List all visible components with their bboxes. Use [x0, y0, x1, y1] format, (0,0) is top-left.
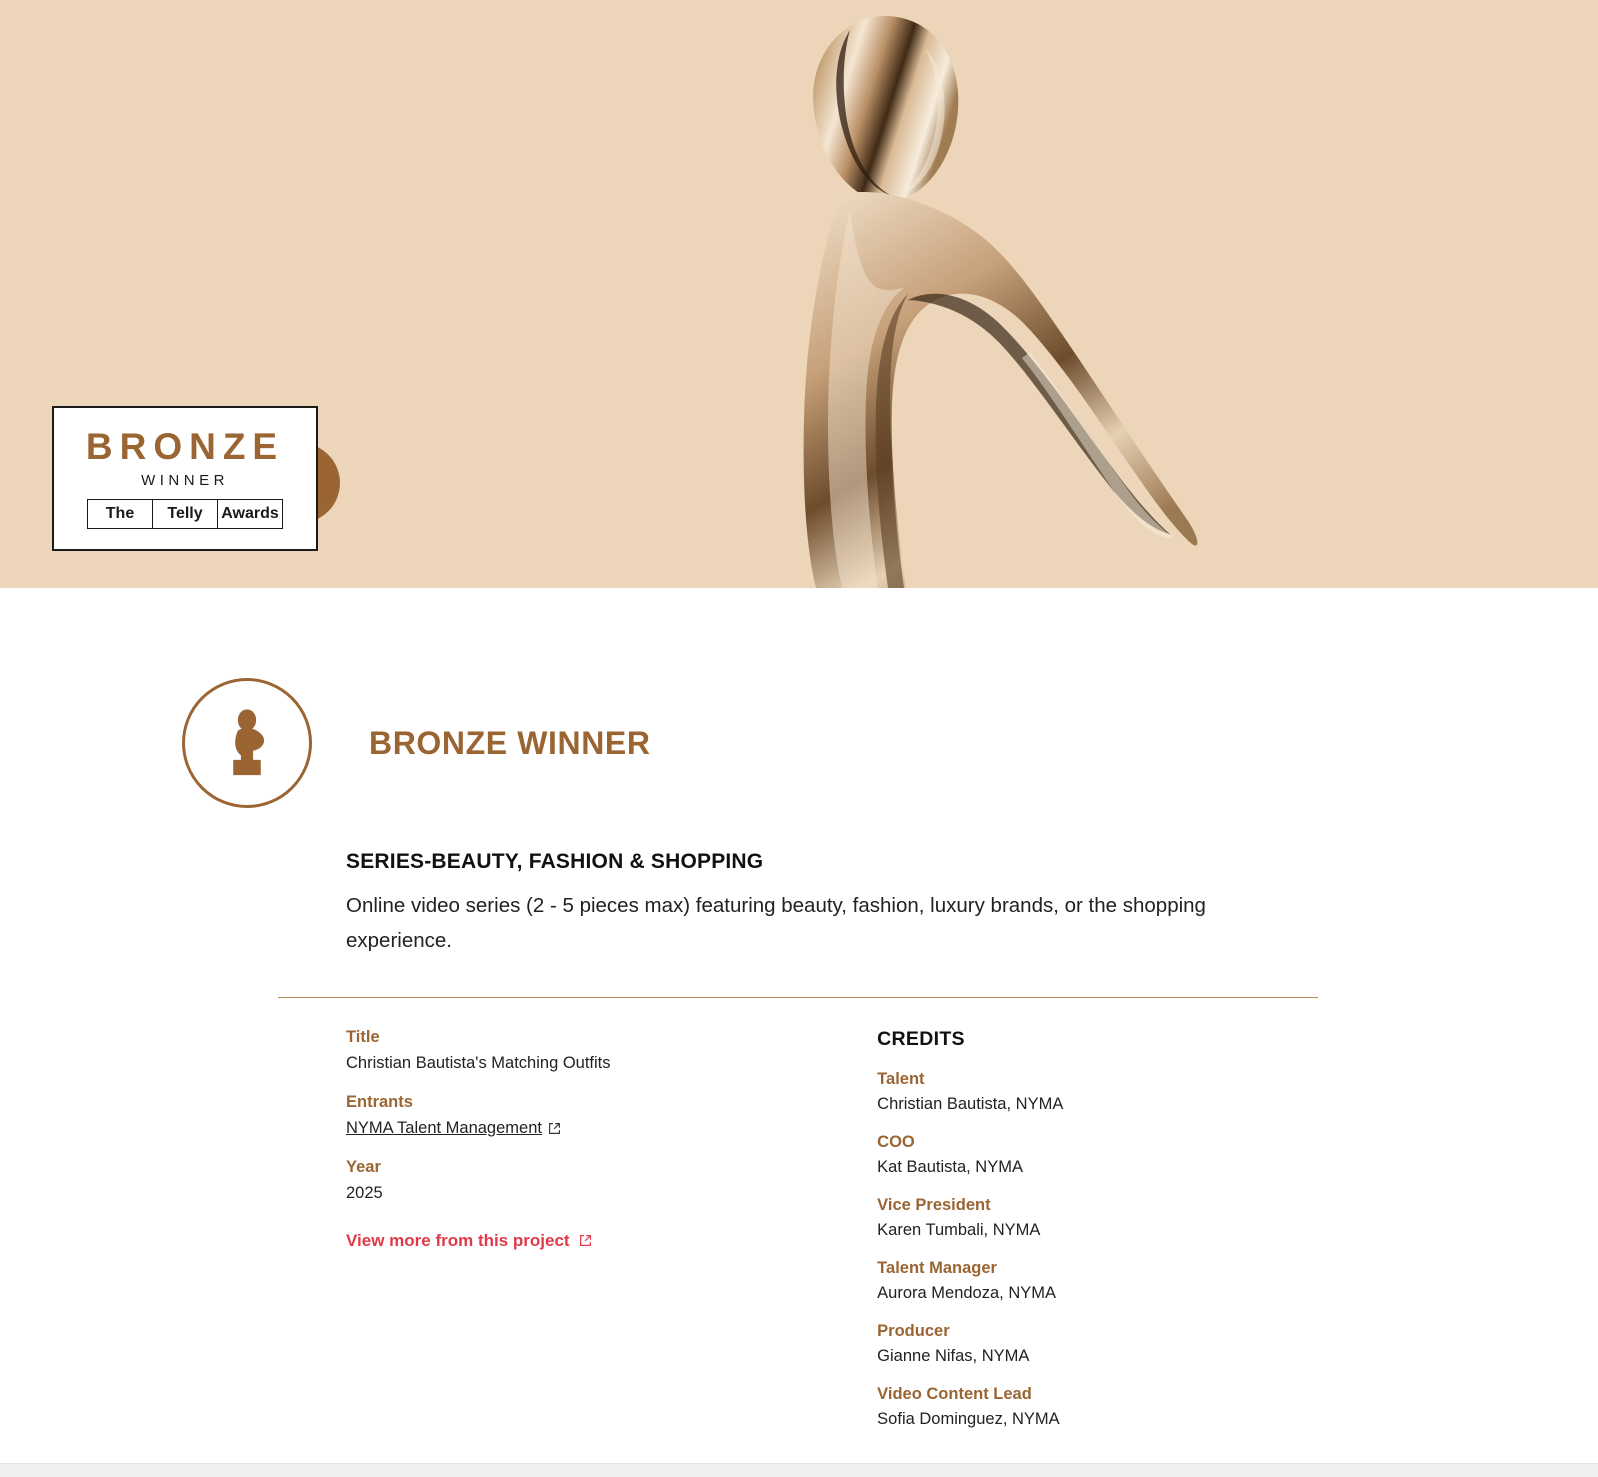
credit-item: [877, 1133, 1418, 1177]
award-title: BRONZE WINNER: [369, 724, 651, 761]
section-divider: [278, 997, 1318, 998]
credit-item: [877, 1196, 1418, 1240]
external-link-icon: [548, 1122, 561, 1135]
credit-role: Talent: [877, 1069, 925, 1088]
field-label-title: Title: [346, 1027, 380, 1046]
credit-item: [877, 1322, 1418, 1366]
credit-role: Talent Manager: [877, 1258, 997, 1277]
award-detail-section: [0, 588, 1598, 1477]
award-content: [0, 850, 1598, 1429]
badge-the-text: The: [105, 505, 135, 522]
credit-name: Gianne Nifas, NYMA: [877, 1346, 1030, 1365]
credit-name: Aurora Mendoza, NYMA: [877, 1283, 1056, 1302]
credit-item: [877, 1070, 1418, 1114]
entrant-link-label: NYMA Talent Management: [346, 1118, 542, 1137]
credit-name: Karen Tumbali, NYMA: [877, 1220, 1041, 1239]
award-category-description: Online video series (2 - 5 pieces max) featuring beauty, fashion, luxury brands, or the shopping experience.: [346, 894, 1206, 953]
field-value-title: Christian Bautista's Matching Outfits: [346, 1053, 611, 1072]
field-label-entrants: Entrants: [346, 1092, 413, 1111]
credit-role: COO: [877, 1132, 915, 1151]
field-label-year: Year: [346, 1157, 381, 1176]
telly-award-statue-icon: [700, 0, 1240, 588]
external-link-icon: [579, 1234, 592, 1247]
telly-statue-icon: [221, 706, 273, 780]
view-more-project-link[interactable]: [346, 1231, 592, 1251]
award-header-row: [0, 588, 1598, 808]
details-column: [346, 1028, 877, 1429]
hero-banner: [0, 0, 1598, 588]
credit-name: Christian Bautista, NYMA: [877, 1094, 1064, 1113]
telly-award-statue-image: [700, 0, 1240, 588]
credits-heading: CREDITS: [877, 1027, 965, 1050]
credit-role: Video Content Lead: [877, 1384, 1032, 1403]
details-credits-columns: [346, 1028, 1418, 1429]
credit-item: [877, 1259, 1418, 1303]
badge-winner-text: WINNER: [141, 472, 229, 489]
award-statue-badge: [182, 678, 312, 808]
view-more-project-label: View more from this project: [346, 1230, 570, 1250]
bronze-winner-badge: [52, 406, 368, 551]
field-value-year: 2025: [346, 1183, 383, 1202]
credit-name: Sofia Dominguez, NYMA: [877, 1409, 1060, 1428]
badge-telly-text: Telly: [152, 500, 217, 528]
entrant-link[interactable]: [346, 1119, 561, 1138]
badge-telly-awards: [87, 499, 283, 529]
badge-bronze-text: BRONZE: [85, 426, 285, 467]
credit-item: [877, 1385, 1418, 1429]
page-bottom-bar: [0, 1463, 1598, 1477]
badge-awards-text: Awards: [217, 500, 282, 528]
award-category: SERIES-BEAUTY, FASHION & SHOPPING: [346, 850, 764, 873]
badge-box: [52, 406, 318, 551]
credits-column: [877, 1028, 1418, 1429]
credit-role: Vice President: [877, 1195, 991, 1214]
credit-role: Producer: [877, 1321, 950, 1340]
credit-name: Kat Bautista, NYMA: [877, 1157, 1023, 1176]
